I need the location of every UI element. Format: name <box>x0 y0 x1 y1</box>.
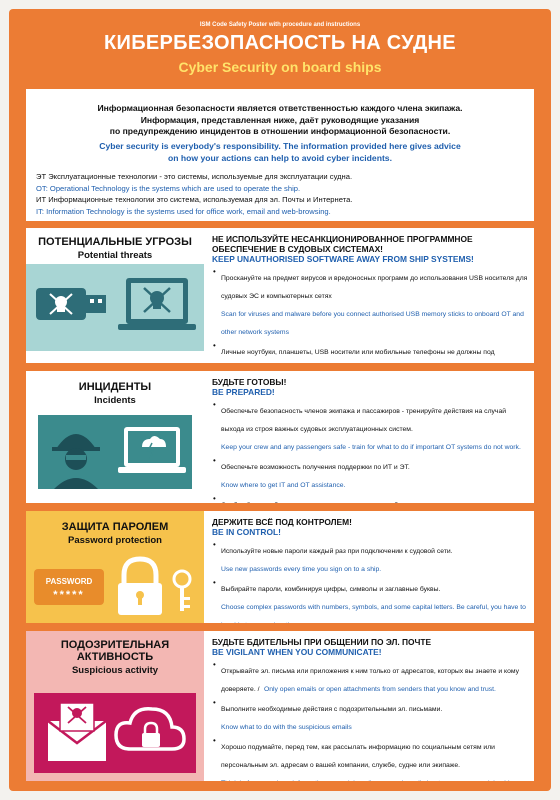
poster-top-note: ISM Code Safety Poster with procedure and instructions <box>199 22 361 28</box>
hacker-laptop-icon <box>26 409 204 495</box>
incidents-left-panel <box>26 371 204 503</box>
incidents-heading <box>26 381 204 406</box>
intro-ru-line: Информационная безопасности является ответственностью каждого члена экипажа. <box>97 103 463 113</box>
poster-title-ru: КИБЕРБЕЗОПАСНОСТЬ НА СУДНЕ <box>104 32 456 54</box>
threats-illustration <box>26 264 204 351</box>
threats-heading <box>26 236 204 261</box>
list-item <box>221 540 530 576</box>
suspicious-list <box>212 660 530 781</box>
poster <box>9 9 551 791</box>
section-potential-threats <box>26 228 534 363</box>
list-item <box>221 660 530 696</box>
intro-en-line: Cyber security is everybody's responsibility. The information provided here gives advice <box>99 141 461 151</box>
password-title-en: Password protection <box>68 535 162 546</box>
incidents-heading-en: BE PREPARED! <box>212 387 275 397</box>
bullet-en: Choose complex passwords with numbers, symbols, and some capital letters. Be careful, you have to <box>221 604 526 611</box>
incidents-list <box>212 400 530 503</box>
password-content <box>212 517 530 623</box>
suspicious-left-panel <box>26 631 204 781</box>
definition-ot-en: OT: Operational Technology is the systems which are used to operate the ship. <box>36 183 301 193</box>
intro-text-ru <box>30 103 530 138</box>
incidents-illustration <box>26 409 204 495</box>
list-item <box>221 456 530 492</box>
list-item <box>221 341 530 363</box>
bullet-en: Scan for viruses and malware before you connect authorised USB memory sticks to onboard OT and other network systems <box>221 311 524 336</box>
password-heading-en: BE IN CONTROL! <box>212 527 281 537</box>
password-title-ru: ЗАЩИТА ПАРОЛЕМ <box>61 521 169 533</box>
password-lock-key-icon <box>26 555 204 619</box>
incidents-title-ru: ИНЦИДЕНТЫ <box>78 381 152 393</box>
incidents-content <box>212 377 530 503</box>
intro-ru-line: по предупреждению инцидентов в отношении информационной безопасности. <box>109 126 451 136</box>
password-box-label: PASSWORD <box>45 577 93 586</box>
intro-en-line: on how your actions can help to avoid cyber incidents. <box>168 152 392 163</box>
threats-content <box>212 234 530 363</box>
threats-list <box>212 267 530 363</box>
bullet-ru: Проскануйте на предмет вирусов и вредоносных программ до использования USB носителя для судовых ЭС и компьютерных сетях <box>221 275 528 300</box>
password-left-panel <box>26 511 204 623</box>
definition-ot-ru: ЭТ Эксплуатационные технологии - это системы, используемые для эксплуатации судна. <box>36 172 353 181</box>
bullet-ru: Выбирайте пароли, комбинируя цифры, символы и заглавные буквы. <box>221 586 441 593</box>
incidents-title-en: Incidents <box>94 395 136 406</box>
bullet-en <box>221 780 521 781</box>
bullet-ru: Выполните необходимые действия с подозрительными эл. письмами. <box>221 706 443 713</box>
section-incidents <box>26 371 534 503</box>
bullet-ru: Обеспечьте безопасность членов экипажа и пассажиров - тренируйте действия на случай выхода из строя важных судовых эксплуатационных систем. <box>221 408 507 433</box>
suspicious-heading <box>26 639 204 676</box>
suspicious-title-en: Suspicious activity <box>71 665 159 676</box>
password-list <box>212 540 530 623</box>
list-item <box>221 494 530 503</box>
list-item <box>221 736 530 781</box>
suspicious-illustration <box>26 689 204 777</box>
bullet-en: Keep your crew and any passengers safe - train for what to do if important OT systems do not work. <box>221 444 521 451</box>
threats-heading-ru: НЕ ИСПОЛЬЗУЙТЕ НЕСАНКЦИОНИРОВАННОЕ ПРОГРАММНОЕ ОБЕСПЕЧЕНИЕ В СУДОВЫХ СИСТЕМАХ! <box>212 234 473 254</box>
threats-title-en: Potential threats <box>77 250 153 261</box>
usb-laptop-skull-icon <box>26 264 204 351</box>
bullet-ru: Используйте новые пароли каждый раз при подключении к судовой сети. <box>221 548 453 555</box>
intro-panel <box>26 89 534 221</box>
bullet-ru: Открывайте эл. письма или приложения к ним только от адресатов, которых вы знаете и кому доверяете. / <box>221 668 520 693</box>
bullet-ru <box>221 502 526 503</box>
section-suspicious-activity <box>26 631 534 781</box>
password-illustration <box>26 555 204 619</box>
list-item <box>221 578 530 623</box>
password-heading <box>26 521 204 546</box>
suspicious-heading-ru: БУДЬТЕ БДИТЕЛЬНЫ ПРИ ОБЩЕНИИ ПО ЭЛ. ПОЧТЕ <box>212 637 432 647</box>
bullet-en: Know what to do with the suspicious emails <box>221 724 352 731</box>
password-mask: ***** <box>53 589 85 601</box>
suspicious-heading-en: BE VIGILANT WHEN YOU COMMUNICATE! <box>212 647 382 657</box>
bullet-en: Only open emails or open attachments from senders that you know and trust. <box>263 686 496 693</box>
list-item <box>221 698 530 734</box>
definitions <box>36 171 528 217</box>
list-item <box>221 267 530 339</box>
poster-header <box>9 9 551 81</box>
poster-title-en: Cyber Security on board ships <box>178 59 382 75</box>
definition-it-en: IT: Information Technology is the systems used for office work, email and web-browsing. <box>36 206 331 216</box>
threats-heading-en: KEEP UNAUTHORISED SOFTWARE AWAY FROM SHIP SYSTEMS! <box>212 254 474 264</box>
password-heading-ru: ДЕРЖИТЕ ВСЁ ПОД КОНТРОЛЕМ! <box>212 517 352 527</box>
incidents-heading-ru: БУДЬТЕ ГОТОВЫ! <box>212 377 287 387</box>
list-item <box>221 400 530 454</box>
intro-text-en <box>30 141 530 164</box>
section-password-protection <box>26 511 534 623</box>
threats-left-panel <box>26 228 204 363</box>
threats-title-ru: ПОТЕНЦИАЛЬНЫЕ УГРОЗЫ <box>38 236 192 248</box>
bullet-ru: Обеспечьте возможность получения поддержки по ИТ и ЭТ. <box>221 464 410 471</box>
intro-ru-line: Информация, представленная ниже, даёт руководящие указания <box>140 114 420 125</box>
bullet-ru: Личные ноутбуки, планшеты, USB носители или мобильные телефоны не должны под <box>221 349 495 356</box>
bullet-en: Use new passwords every time you sign on to a ship. <box>221 566 382 573</box>
email-cloud-skull-icon <box>26 689 204 777</box>
bullet-ru: Хорошо подумайте, перед тем, как рассылать информацию по социальным сетям или персональным эл. адресам о вашей компании, службе, судне или экипаже. <box>221 744 495 769</box>
definition-it-ru: ИТ Информационные технологии это система, используемая для эл. Почты и Интернета. <box>36 195 353 204</box>
suspicious-title-ru: ПОДОЗРИТЕЛЬНАЯ АКТИВНОСТЬ <box>60 639 170 663</box>
suspicious-content <box>212 637 530 781</box>
bullet-en: Know where to get IT and OT assistance. <box>221 482 346 489</box>
